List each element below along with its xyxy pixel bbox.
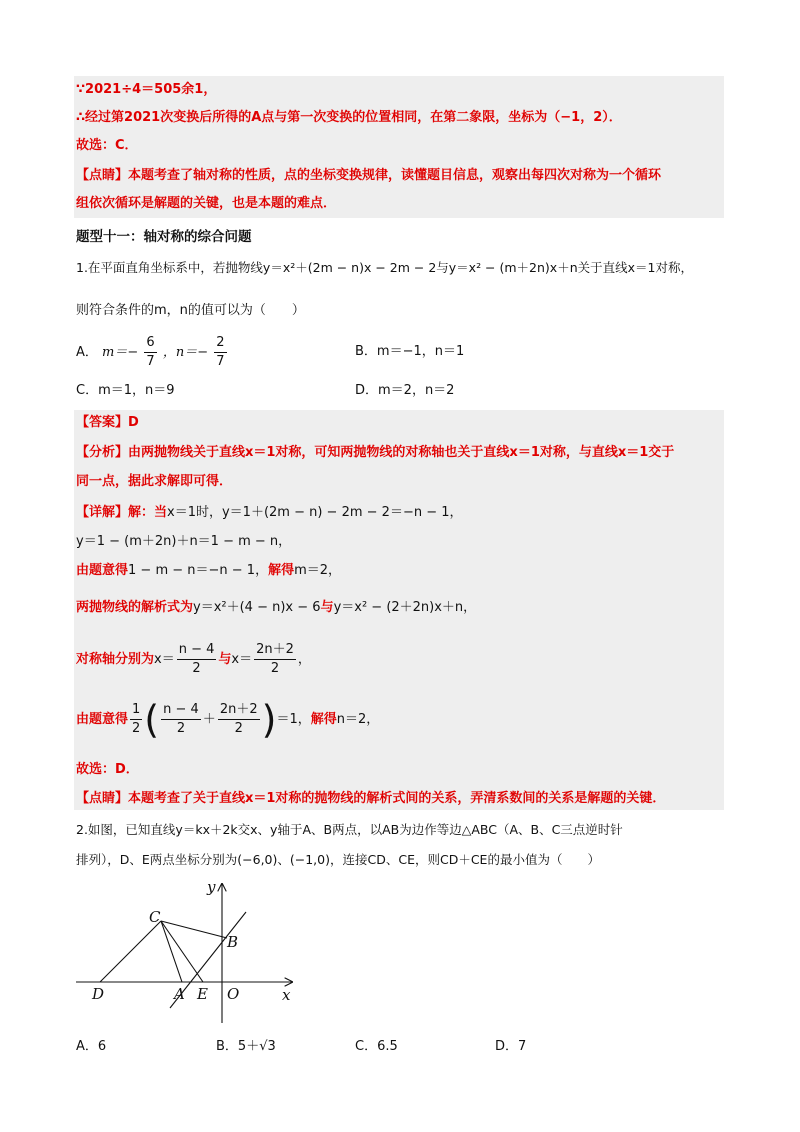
axis-frac-1: [161, 701, 201, 738]
detail-formula: x＝1时，y＝1＋(2m − n) − 2m − 2＝−n − 1，: [167, 505, 463, 520]
detail-text: 由题意得: [76, 712, 129, 727]
detail-formula: y＝x²＋(4 − n)x − 6: [193, 600, 321, 615]
q1-option-a-frac-m: [144, 334, 156, 371]
axis-frac-1: [177, 641, 217, 678]
detail-text: 两抛物线的解析式为: [76, 600, 194, 615]
frac-numerator: 6: [144, 334, 156, 353]
label-b: B: [227, 933, 239, 951]
q1-option-a-label: A．: [76, 345, 98, 360]
q1-option-a: [76, 334, 229, 371]
prev-line-3: 故选：C．: [76, 138, 138, 153]
frac-numerator: 2: [214, 334, 226, 353]
detail-text: 解得: [310, 712, 337, 727]
q1-option-b: B．m＝−1，n＝1: [355, 344, 465, 359]
label-o: O: [227, 985, 240, 1003]
q1-detail-line-1: [76, 503, 463, 523]
q1-choose: 故选：D．: [76, 762, 139, 777]
q1-detail-line-6: [76, 696, 379, 744]
frac-denominator: 2: [132, 721, 141, 736]
detail-formula: n＝2，: [336, 712, 380, 727]
detail-formula: y＝x² − (2＋2n)x＋n，: [333, 600, 477, 615]
q2-option-b: B．5＋√3: [216, 1039, 276, 1054]
q2-figure: [70, 878, 310, 1028]
left-paren: (: [144, 697, 160, 742]
frac-denominator: 2: [234, 721, 243, 736]
q1-option-c: C．m＝1，n＝9: [76, 383, 175, 398]
frac-numerator: 1: [130, 701, 142, 720]
frac-denominator: 7: [146, 354, 155, 369]
q1-answer: 【答案】D: [76, 415, 139, 430]
prev-line-2: ∴经过第2021次变换后所得的A点与第一次变换的位置相同，在第二象限，坐标为（−1，2）．: [76, 110, 622, 125]
detail-text: 与: [320, 600, 334, 615]
prev-line-1: ∵2021÷4＝505余1，: [76, 82, 217, 97]
frac-denominator: 2: [176, 721, 186, 736]
q2-option-d: D．7: [495, 1039, 527, 1054]
frac-denominator: 7: [216, 354, 225, 369]
q2-stem-line-2: 排列），D、E两点坐标分别为(−6,0)、(−1,0)，连接CD、CE，则CD＋CE的最小值为（ ）: [76, 852, 600, 867]
label-c: C: [149, 908, 161, 926]
detail-formula: m＝2，: [294, 563, 342, 578]
segment-ca: [161, 921, 182, 982]
label-y-axis: y: [207, 878, 216, 896]
q2-option-a: A．6: [76, 1039, 107, 1054]
q1-option-a-frac-n: [214, 334, 226, 371]
detail-text: 解得: [268, 563, 295, 578]
axis-frac-2: [218, 701, 260, 738]
label-e: E: [197, 985, 208, 1003]
frac-denominator: 2: [270, 661, 280, 676]
prev-line-5: 组依次循环是解题的关键，也是本题的难点．: [76, 196, 337, 211]
section-title: 题型十一：轴对称的综合问题: [76, 229, 252, 245]
right-paren: ): [261, 697, 277, 742]
detail-formula: x＝: [231, 652, 253, 667]
detail-formula: ＝1，: [276, 712, 311, 727]
detail-text: 由题意得: [76, 563, 129, 578]
q1-detail-line-2: y＝1 − (m＋2n)＋n＝1 − m − n，: [76, 534, 292, 549]
segment-cd: [100, 921, 161, 982]
q2-option-c: C．6.5: [355, 1039, 398, 1054]
half-frac: [130, 701, 142, 738]
q1-option-d: D．m＝2，n＝2: [355, 383, 455, 398]
q1-detail-line-4: [76, 598, 476, 618]
frac-numerator: n − 4: [177, 641, 217, 660]
detail-formula: ，: [297, 652, 311, 667]
q1-option-a-n: ，n＝−: [162, 345, 209, 360]
plus-sign: ＋: [202, 712, 216, 727]
frac-numerator: 2n＋2: [254, 641, 296, 660]
q1-detail-line-3: [76, 561, 341, 581]
q2-stem-line-1: 2.如图，已知直线y＝kx＋2k交x、y轴于A、B两点，以AB为边作等边△ABC（A、B、C三点逆时针: [76, 822, 623, 837]
label-a: A: [174, 985, 185, 1003]
label-d: D: [92, 985, 105, 1003]
frac-numerator: n − 4: [161, 701, 201, 720]
q1-stem-line-2: 则符合条件的m，n的值可以为（ ）: [76, 303, 305, 318]
q1-note: 【点睛】本题考查了关于直线x＝1对称的抛物线的解析式间的关系，弄清系数间的关系是解题的关键．: [76, 791, 666, 806]
detail-text: 与: [218, 652, 232, 667]
axis-frac-2: [254, 641, 296, 678]
q1-analysis-line-2: 同一点，据此求解即可得．: [76, 474, 233, 489]
frac-denominator: 2: [192, 661, 201, 676]
q1-option-a-m: m＝−: [102, 345, 139, 360]
frac-numerator: 2n＋2: [218, 701, 260, 720]
q1-stem-line-1: 1.在平面直角坐标系中，若抛物线y＝x²＋(2m − n)x − 2m − 2与y＝x² − (m＋2n)x＋n关于直线x＝1对称，: [76, 260, 693, 275]
q1-detail-line-5: [76, 638, 311, 682]
label-x-axis: x: [282, 986, 291, 1004]
detail-formula: 1 − m − n＝−n − 1，: [128, 563, 269, 578]
prev-line-4: 【点睛】本题考查了轴对称的性质，点的坐标变换规律，读懂题目信息，观察出每四次对称为一个循环: [76, 168, 662, 183]
detail-text: 对称轴分别为: [76, 652, 155, 667]
detail-label: 【详解】解：当: [76, 505, 168, 520]
detail-formula: x＝: [154, 652, 175, 667]
q1-analysis-line-1: 【分析】由两抛物线关于直线x＝1对称，可知两抛物线的对称轴也关于直线x＝1对称，与直线x＝1交于: [76, 445, 675, 460]
